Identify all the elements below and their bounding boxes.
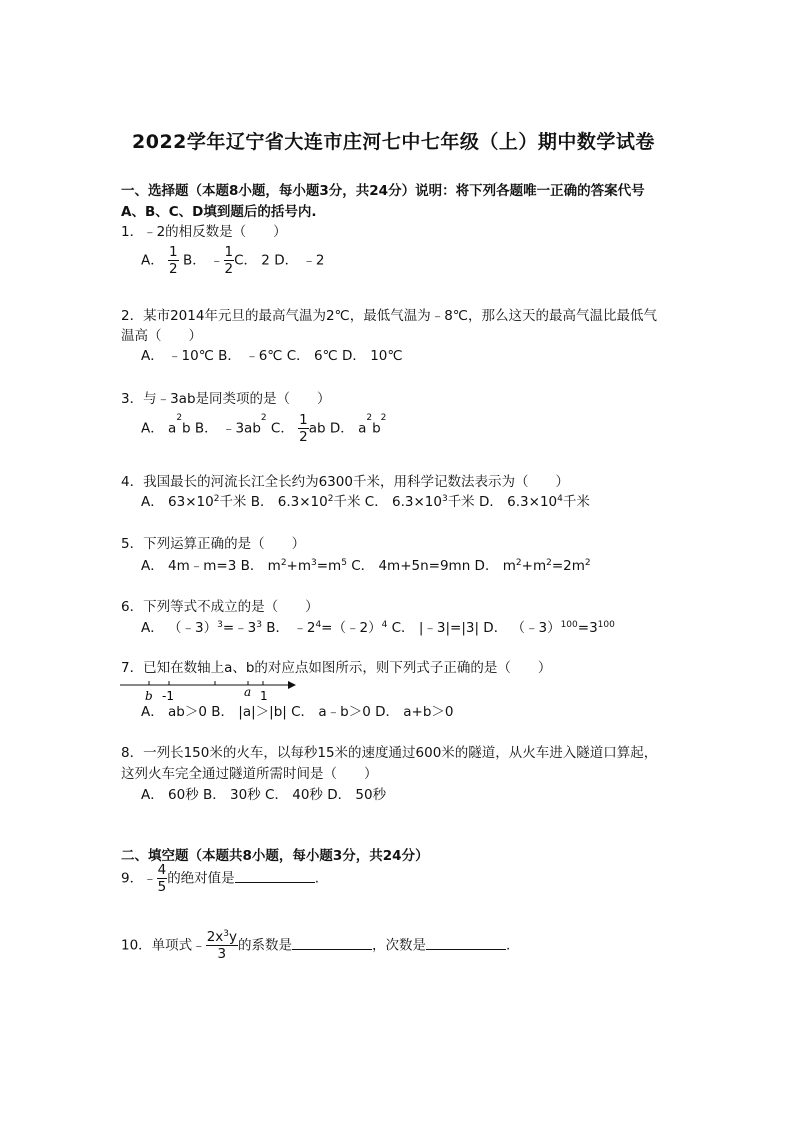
q5-o4: C． 4m+5n=9mn D． m — [346, 558, 516, 574]
q5-o3: =m — [316, 558, 342, 574]
q5-s2: 3 — [311, 558, 317, 568]
q4-o2: 千米 B． 6.3×10 — [219, 494, 328, 510]
q1-frac-b-num: 1 — [224, 244, 234, 260]
q6-s6: 100 — [597, 620, 615, 630]
q6-o1: A． （﹣3） — [141, 620, 218, 636]
q6-o4: =（﹣2） — [321, 620, 382, 636]
q6-s2: 3 — [256, 620, 262, 630]
q7-options: A． ab＞0 B． |a|＞|b| C． a﹣b＞0 D． a+b＞0 — [141, 704, 454, 720]
q10-coefficient-blank[interactable] — [292, 937, 372, 950]
q4-options — [141, 493, 590, 511]
q2-line1: 2．某市2014年元旦的最高气温为2℃，最低气温为﹣8℃，那么这天的最高气温比最低气 — [121, 308, 657, 324]
q9-prefix: 9．﹣ — [121, 870, 157, 887]
q4-o3: 千米 C． 6.3×10 — [333, 494, 442, 510]
q3-frac-den: 2 — [299, 429, 308, 445]
q3-b-sup: 2 — [260, 413, 267, 423]
section1-heading-line2: A、B、C、D填到题后的括号内. — [121, 204, 317, 220]
q9-line — [121, 862, 319, 895]
q10-frac-num — [206, 929, 238, 946]
q4-o1: A． 63×10 — [141, 494, 214, 510]
q10-mid: 的系数是 — [238, 937, 293, 954]
q1-cd-options: C． 2 D． ﹣2 — [234, 252, 325, 269]
q8-line2: 这列火车完全通过隧道所需时间是（ ） — [121, 766, 378, 782]
q10-frac-num-a: 2x — [206, 929, 224, 945]
q6-s4: 4 — [381, 620, 388, 630]
page-title: 2022学年辽宁省大连市庄河七中七年级（上）期中数学试卷 — [132, 131, 655, 153]
q5-s1: 2 — [280, 558, 287, 568]
q1-frac-b-den: 2 — [224, 261, 234, 277]
q3-stem: 3．与﹣3ab是同类项的是（ ） — [121, 391, 331, 407]
q9-frac-num: 4 — [157, 862, 167, 878]
q6-s5: 100 — [560, 620, 578, 630]
q3-b-tail: C． — [266, 420, 294, 437]
q5-o6: =2m — [551, 558, 585, 574]
q3-frac — [298, 412, 309, 445]
q6-s3: 4 — [315, 620, 322, 630]
q9-suffix: 的绝对值是 — [167, 870, 235, 887]
label-neg1: -1 — [162, 689, 174, 703]
q6-s1: 3 — [217, 620, 223, 630]
q9-frac-den: 5 — [157, 879, 167, 895]
q6-stem: 6．下列等式不成立的是（ ） — [121, 599, 319, 615]
q1-frac-b — [224, 244, 235, 277]
q10-prefix: 10．单项式﹣ — [121, 937, 206, 954]
q10-end: . — [506, 937, 511, 954]
q5-s3: 5 — [341, 558, 347, 568]
q6-o2: =﹣3 — [222, 620, 257, 636]
q5-o2: +m — [286, 558, 312, 574]
q9-answer-blank[interactable] — [235, 870, 315, 883]
q1-b-sign: ﹣ — [210, 252, 224, 269]
q5-s6: 2 — [584, 558, 591, 568]
q3-a: A． a — [141, 420, 177, 437]
q10-frac-den: 3 — [217, 946, 227, 962]
number-line-arrow-icon — [288, 681, 296, 689]
label-b: b — [145, 689, 153, 703]
q2-line2: 温高（ ） — [121, 328, 202, 344]
q4-s1: 2 — [213, 494, 220, 504]
section1-heading-line1: 一、选择题（本题8小题，每小题3分，共24分）说明：将下列各题唯一正确的答案代号 — [121, 183, 645, 199]
q1-stem: 1．﹣2的相反数是（ ） — [121, 224, 287, 240]
q4-stem: 4．我国最长的河流长江全长约为6300千米，用科学记数法表示为（ ） — [121, 474, 569, 490]
q5-stem: 5．下列运算正确的是（ ） — [121, 536, 306, 552]
q4-o5: 千米 — [562, 494, 590, 510]
q10-degree-blank[interactable] — [426, 937, 506, 950]
q8-options: A． 60秒 B． 30秒 C． 40秒 D． 50秒 — [141, 787, 387, 803]
q10-mid2: ，次数是 — [372, 937, 427, 954]
q5-s5: 2 — [546, 558, 552, 568]
q3-a-sup: 2 — [176, 413, 183, 423]
q10-line — [121, 929, 510, 962]
q3-d-mid: b — [372, 420, 381, 437]
label-a: a — [244, 685, 252, 699]
q4-s4: 4 — [557, 494, 563, 504]
q1-frac-a-num: 1 — [169, 244, 178, 260]
q3-a-tail: b B． ﹣3ab — [182, 420, 261, 437]
q6-o3: B． ﹣2 — [262, 620, 316, 636]
q3-frac-num: 1 — [299, 412, 308, 428]
q5-o1: A． 4m﹣m=3 B． m — [141, 558, 281, 574]
q3-d-sup1: 2 — [366, 413, 373, 423]
q1-options — [141, 244, 324, 277]
q10-frac-num-b: y — [229, 929, 238, 945]
q3-options — [141, 412, 386, 445]
q1-frac-a-den: 2 — [169, 261, 178, 277]
q4-s3: 3 — [441, 494, 448, 504]
q6-o6: =3 — [577, 620, 598, 636]
q10-frac — [206, 929, 238, 962]
q4-o4: 千米 D． 6.3×10 — [447, 494, 558, 510]
q1-frac-a — [168, 244, 179, 277]
section2-heading: 二、填空题（本题共8小题，每小题3分，共24分） — [121, 848, 429, 864]
q5-o5: +m — [521, 558, 547, 574]
q4-s2: 2 — [327, 494, 334, 504]
q5-options — [141, 557, 591, 575]
label-1: 1 — [260, 689, 268, 703]
q3-c-tail: ab D． a — [308, 420, 367, 437]
q5-s4: 2 — [515, 558, 522, 568]
q8-line1: 8．一列长150米的火车，以每秒15米的速度通过600米的隧道，从火车进入隧道口算起， — [121, 745, 658, 761]
q7-stem: 7．已知在数轴上a、b的对应点如图所示，则下列式子正确的是（ ） — [121, 660, 552, 676]
q1-b-label: B． — [182, 252, 206, 269]
q9-end: . — [314, 870, 319, 887]
q2-options: A． ﹣10℃ B． ﹣6℃ C． 6℃ D． 10℃ — [141, 348, 403, 364]
q1-a-label: A． — [141, 252, 164, 269]
q7-number-line — [118, 676, 298, 706]
q10-frac-num-sup: 3 — [223, 929, 230, 939]
q3-d-sup2: 2 — [380, 413, 387, 423]
q9-frac — [157, 862, 168, 895]
q6-o5: C． |﹣3|=|3| D． （﹣3） — [387, 620, 561, 636]
q6-options — [141, 619, 615, 637]
